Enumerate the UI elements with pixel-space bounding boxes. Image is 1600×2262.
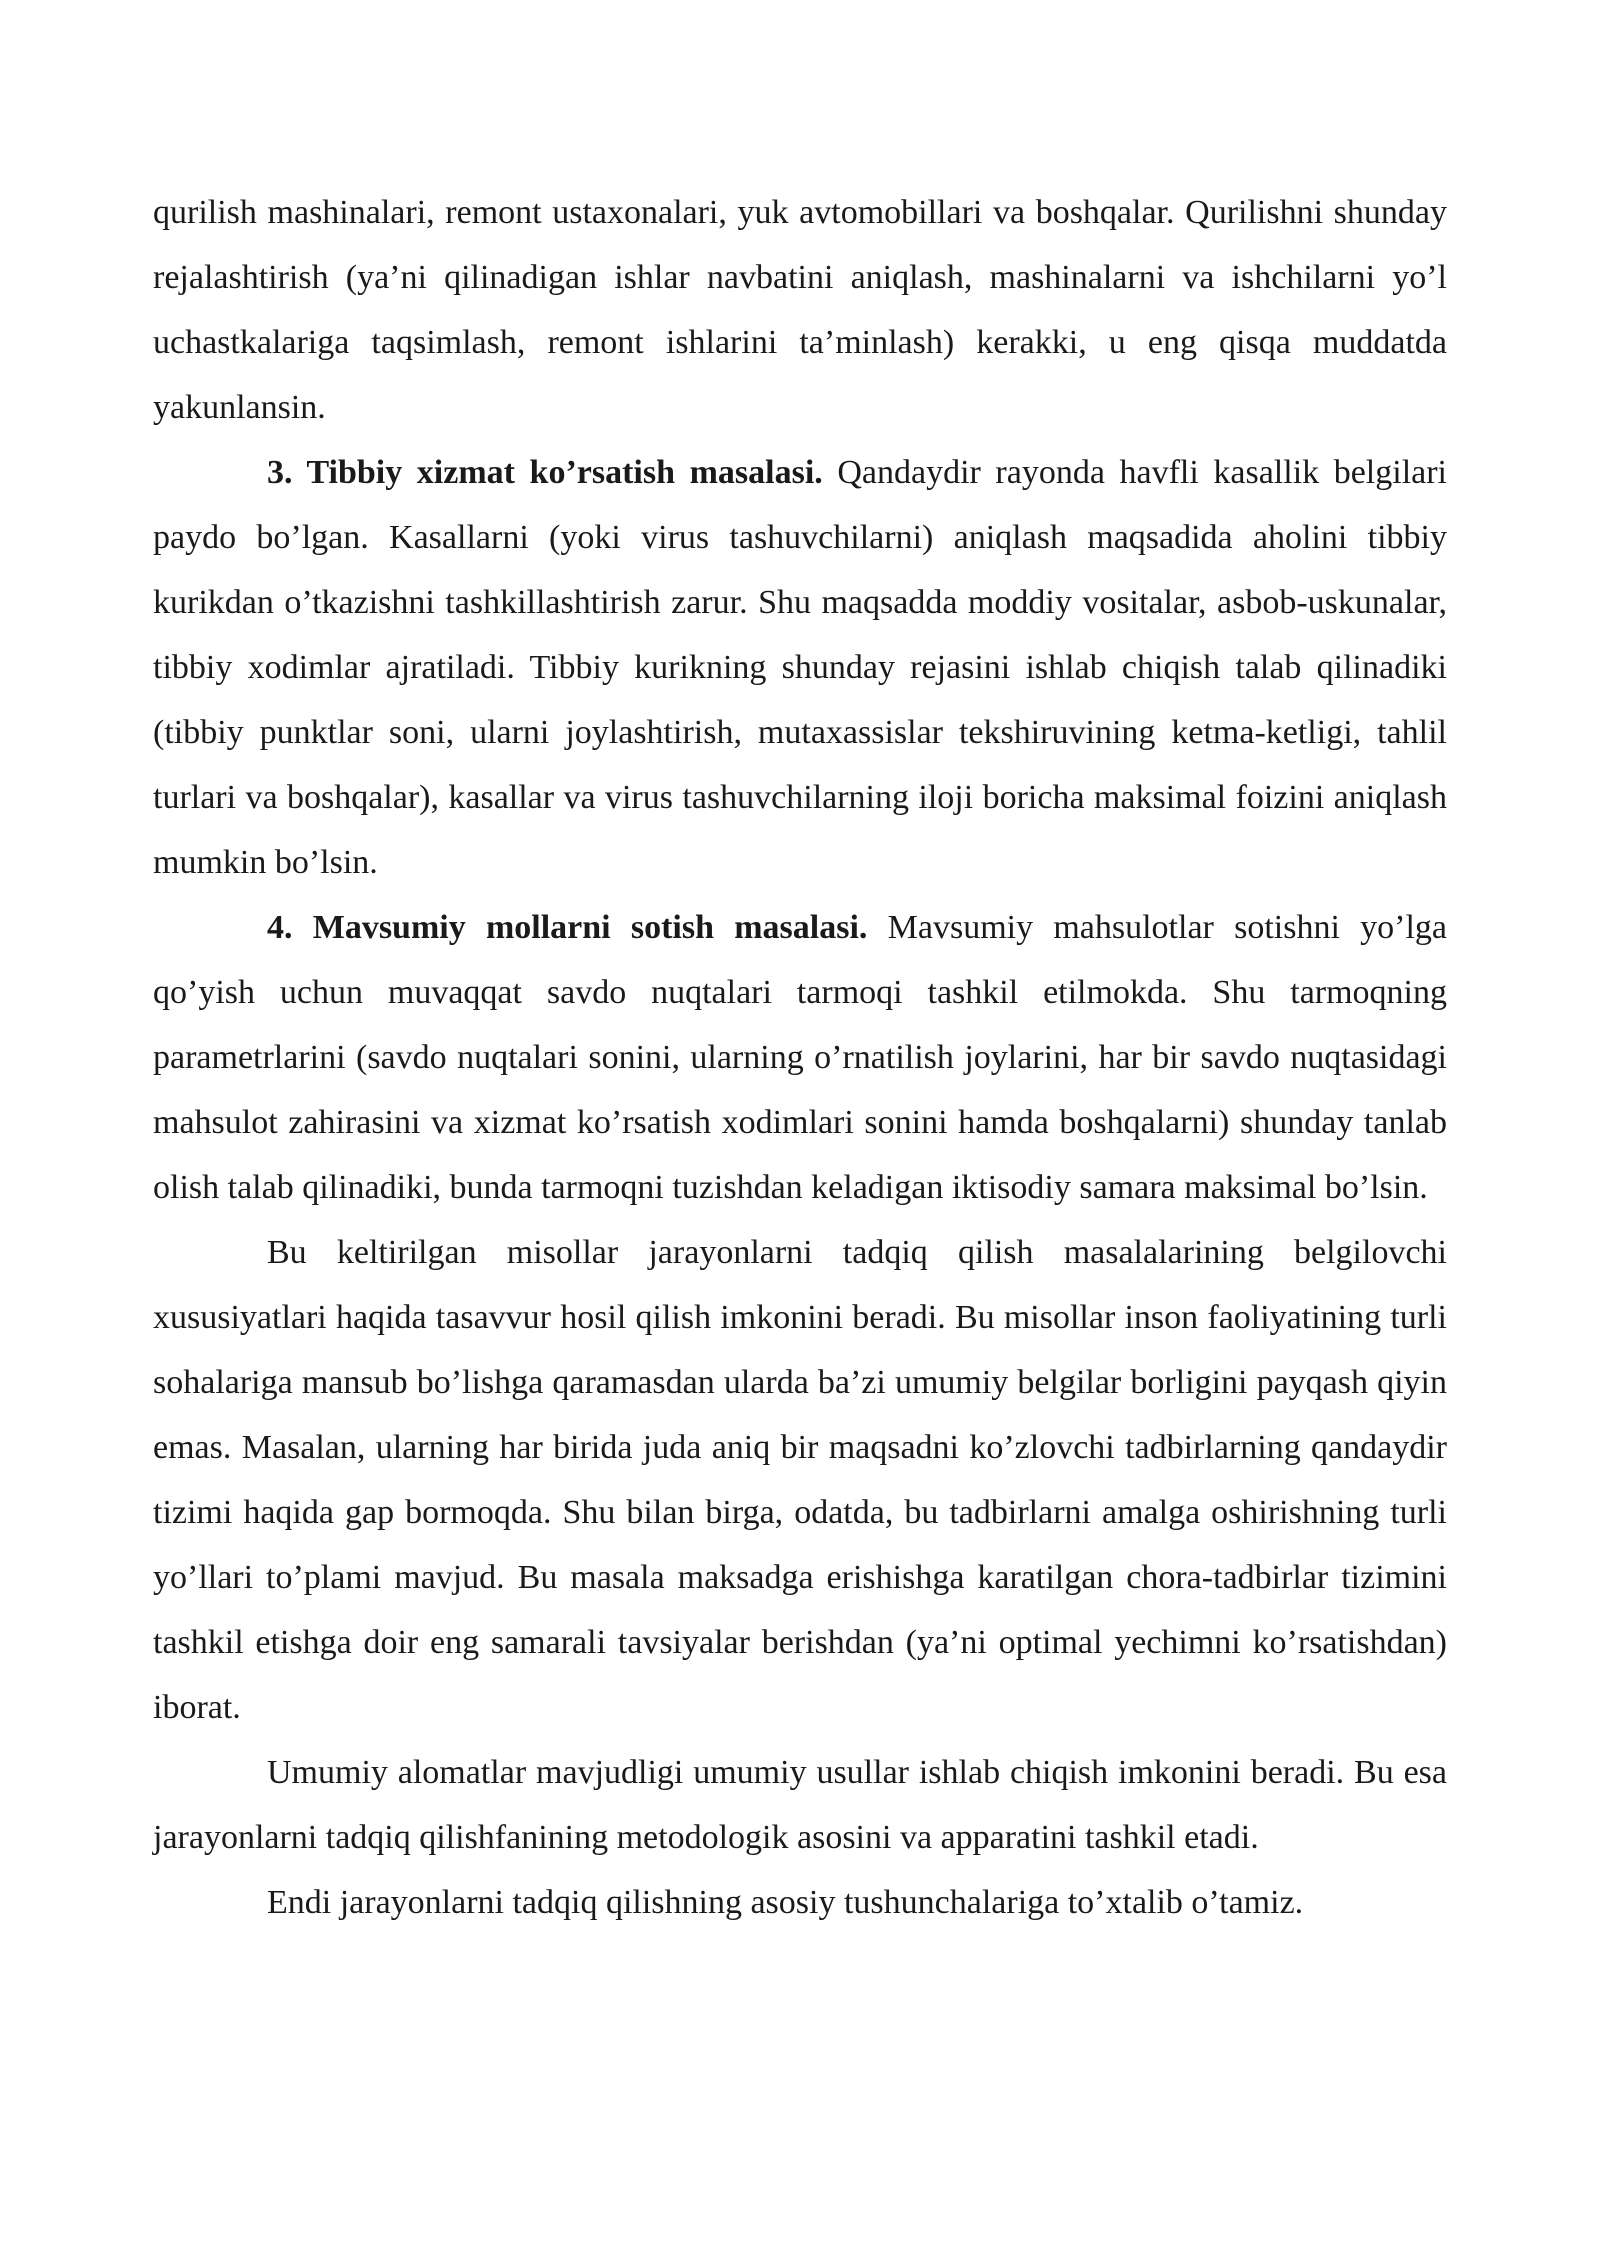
paragraph-seasonal-goods bbox=[153, 895, 1447, 1220]
paragraph-examples-summary bbox=[153, 1220, 1447, 1740]
document-page bbox=[153, 180, 1447, 1935]
paragraph-text: qurilish mashinalari, remont ustaxonalari, yuk avtomobillari va boshqalar. Qurilishni shunday rejalashtirish (ya’ni qilinadigan ishlar navbatini aniqlash, mashinalarni va ishchilarni yo’l uchastkalariga taqsimlash, remont ishlarini ta’minlash) kerakki, u eng qisqa muddatda yakunlansin. bbox=[153, 194, 1447, 426]
paragraph-heading: 3. Tibbiy xizmat ko’rsatish masalasi. bbox=[267, 454, 823, 491]
paragraph-construction-continued bbox=[153, 180, 1447, 440]
paragraph-transition bbox=[153, 1870, 1447, 1935]
paragraph-text: Umumiy alomatlar mavjudligi umumiy usullar ishlab chiqish imkonini beradi. Bu esa jarayonlarni tadqiq qilishfanining metodologik asosini va apparatini tashkil etadi. bbox=[153, 1754, 1447, 1856]
paragraph-text: Endi jarayonlarni tadqiq qilishning asosiy tushunchalariga to’xtalib o’tamiz. bbox=[267, 1884, 1304, 1921]
paragraph-heading: 4. Mavsumiy mollarni sotish masalasi. bbox=[267, 909, 868, 946]
paragraph-common-features bbox=[153, 1740, 1447, 1870]
paragraph-text: Mavsumiy mahsulotlar sotishni yo’lga qo’yish uchun muvaqqat savdo nuqtalari tarmoqi tashkil etilmokda. Shu tarmoqning parametrlarini (savdo nuqtalari sonini, ularning o’rnatilish joylarini, har bir savdo nuqtasidagi mahsulot zahirasini va xizmat ko’rsatish xodimlari sonini hamda boshqalarni) shunday tanlab olish talab qilinadiki, bunda tarmoqni tuzishdan keladigan iktisodiy samara maksimal bo’lsin. bbox=[153, 909, 1447, 1206]
paragraph-text: Bu keltirilgan misollar jarayonlarni tadqiq qilish masalalarining belgilovchi xususiyatlari haqida tasavvur hosil qilish imkonini beradi. Bu misollar inson faoliyatining turli sohalariga mansub bo’lishga qaramasdan ularda ba’zi umumiy belgilar borligini payqash qiyin emas. Masalan, ularning har birida juda aniq bir maqsadni ko’zlovchi tadbirlarning qandaydir tizimi haqida gap bormoqda. Shu bilan birga, odatda, bu tadbirlarni amalga oshirishning turli yo’llari to’plami mavjud. Bu masala maksadga erishishga karatilgan chora-tadbirlar tizimini tashkil etishga doir eng samarali tavsiyalar berishdan (ya’ni optimal yechimni ko’rsatishdan) iborat. bbox=[153, 1234, 1447, 1726]
paragraph-text: Qandaydir rayonda havfli kasallik belgilari paydo bo’lgan. Kasallarni (yoki virus tashuvchilarni) aniqlash maqsadida aholini tibbiy kurikdan o’tkazishni tashkillashtirish zarur. Shu maqsadda moddiy vositalar, asbob-uskunalar, tibbiy xodimlar ajratiladi. Tibbiy kurikning shunday rejasini ishlab chiqish talab qilinadiki (tibbiy punktlar soni, ularni joylashtirish, mutaxassislar tekshiruvining ketma-ketligi, tahlil turlari va boshqalar), kasallar va virus tashuvchilarning iloji boricha maksimal foizini aniqlash mumkin bo’lsin. bbox=[153, 454, 1448, 881]
paragraph-medical-service bbox=[153, 440, 1447, 895]
